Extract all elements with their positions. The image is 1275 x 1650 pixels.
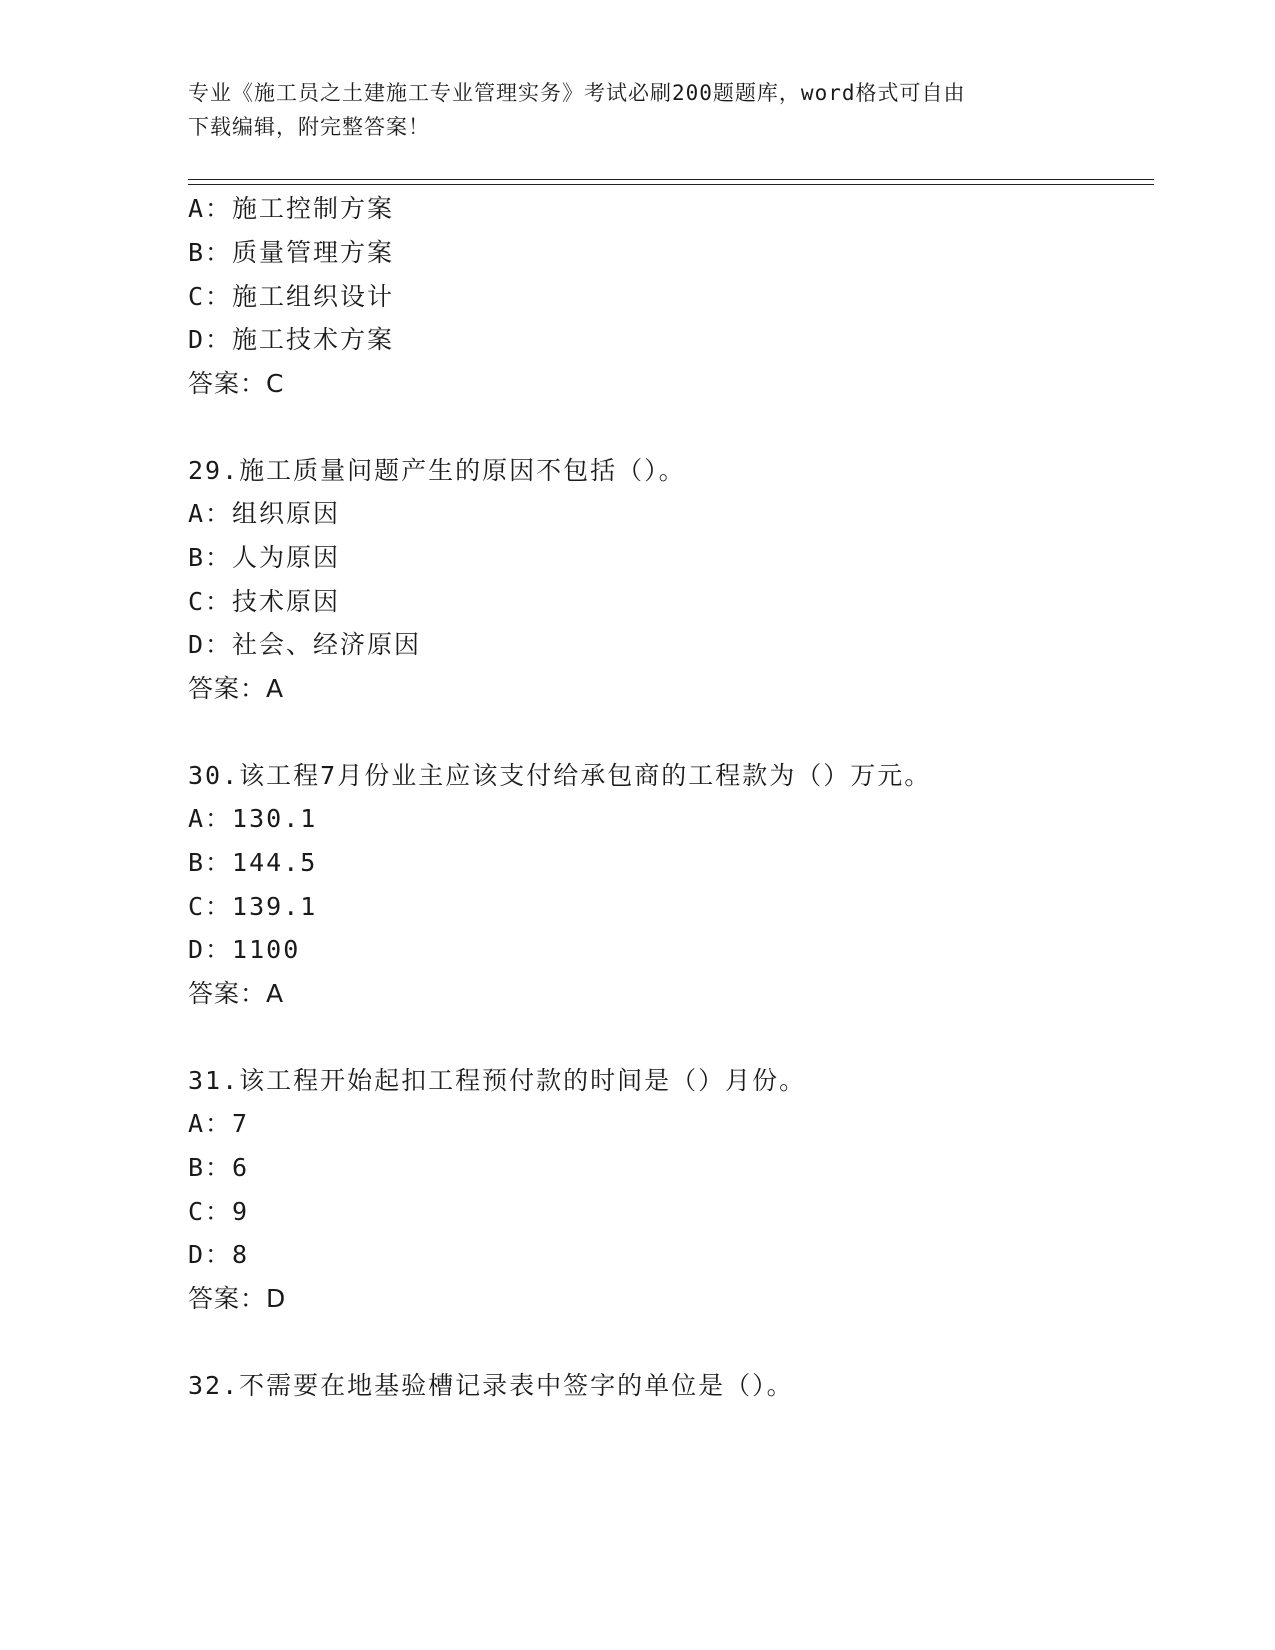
header-divider-top [188,179,1154,180]
q29-option-b: B：人为原因 [188,543,341,572]
q31-option-b: B：6 [188,1153,250,1182]
document-header [188,76,1068,144]
q29-question: 29.施工质量问题产生的原因不包括（）。 [188,456,686,485]
q30-option-a: A：130.1 [188,804,318,833]
q31-option-c: C：9 [188,1197,250,1226]
q30-question: 30.该工程7月份业主应该支付给承包商的工程款为（）万元。 [188,761,932,790]
q28-option-c: C：施工组织设计 [188,282,395,311]
q31-question: 31.该工程开始起扣工程预付款的时间是（）月份。 [188,1066,807,1095]
q29-option-a: A：组织原因 [188,499,341,528]
header-line-1: 专业《施工员之土建施工专业管理实务》考试必刷200题题库，word格式可自由 [188,81,966,105]
q28-option-d: D：施工技术方案 [188,325,395,354]
q30-answer: 答案：A [188,979,285,1008]
q29-option-d: D：社会、经济原因 [188,630,422,659]
q28-answer: 答案：C [188,369,285,398]
q28-option-b: B：质量管理方案 [188,238,395,267]
q28-option-a: A：施工控制方案 [188,194,395,223]
q29-answer: 答案：A [188,674,285,703]
q30-option-b: B：144.5 [188,848,318,877]
header-line-2: 下载编辑，附完整答案！ [188,115,430,139]
q29-option-c: C：技术原因 [188,587,341,616]
q31-option-a: A：7 [188,1109,250,1138]
q30-option-c: C：139.1 [188,892,318,921]
header-divider-bottom [188,184,1154,185]
q31-answer: 答案：D [188,1284,287,1313]
q31-option-d: D：8 [188,1240,250,1269]
q32-question: 32.不需要在地基验槽记录表中签字的单位是（）。 [188,1371,794,1400]
q30-option-d: D：1100 [188,935,301,964]
